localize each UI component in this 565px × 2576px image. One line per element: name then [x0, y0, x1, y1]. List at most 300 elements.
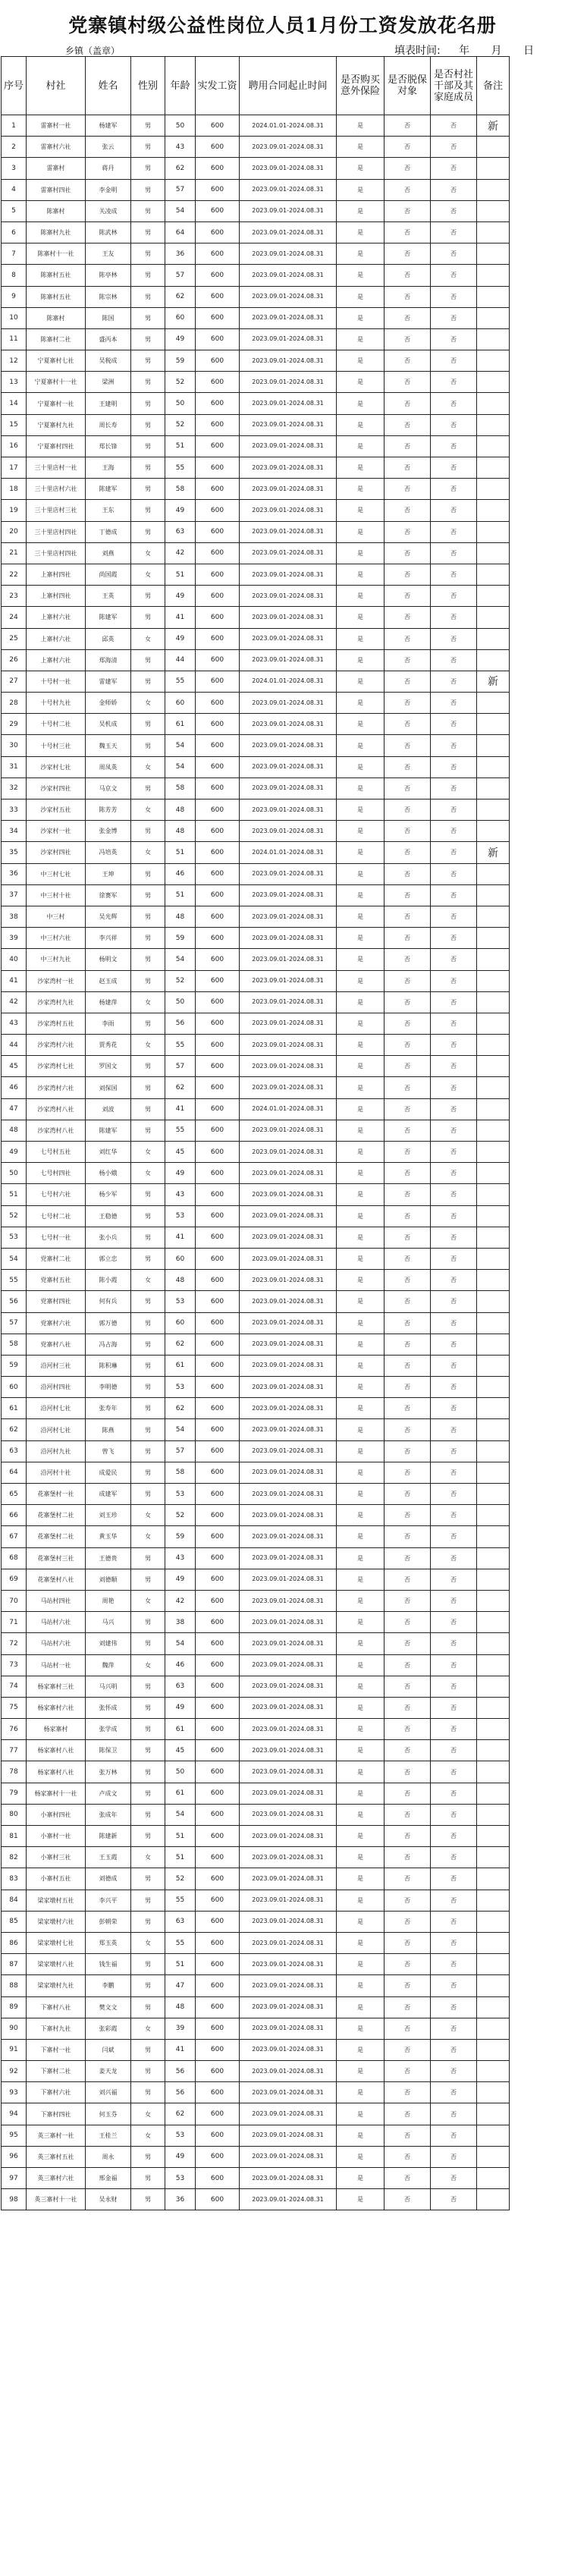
- cadre-cell: 否: [431, 1932, 477, 1953]
- age-cell: 55: [165, 1890, 196, 1911]
- row-number: 89: [2, 1996, 27, 2018]
- row-number: 9: [2, 286, 27, 307]
- cadre-cell: 否: [431, 2061, 477, 2082]
- age-cell: 62: [165, 158, 196, 179]
- name-cell: 杨明文: [86, 949, 131, 970]
- poverty-cell: 否: [385, 479, 431, 500]
- note-cell: [477, 1355, 510, 1376]
- age-cell: 42: [165, 542, 196, 564]
- insured-cell: 是: [337, 158, 385, 179]
- wage-cell: 600: [196, 435, 240, 457]
- age-cell: 61: [165, 714, 196, 735]
- poverty-cell: 否: [385, 1077, 431, 1098]
- gender-cell: 男: [131, 1484, 165, 1505]
- cadre-cell: 否: [431, 521, 477, 542]
- gender-cell: 男: [131, 328, 165, 350]
- poverty-cell: 否: [385, 756, 431, 778]
- note-cell: [477, 1868, 510, 1890]
- contract-period-cell: 2023.09.01-2024.08.31: [240, 350, 337, 372]
- wage-cell: 600: [196, 243, 240, 265]
- poverty-cell: 否: [385, 649, 431, 671]
- cadre-cell: 否: [431, 457, 477, 479]
- name-cell: 曾飞: [86, 1440, 131, 1462]
- row-number: 2: [2, 137, 27, 158]
- poverty-cell: 否: [385, 1120, 431, 1141]
- table-row: [2, 1419, 510, 1440]
- note-cell: [477, 542, 510, 564]
- name-cell: 张彩霞: [86, 2018, 131, 2039]
- table-row: [2, 1847, 510, 1868]
- insured-cell: 是: [337, 1740, 385, 1761]
- insured-cell: 是: [337, 1184, 385, 1205]
- name-cell: 张怀成: [86, 1697, 131, 1718]
- contract-period-cell: 2023.09.01-2024.08.31: [240, 1633, 337, 1654]
- village-cell: 沿河村七社: [27, 1419, 86, 1440]
- gender-cell: 女: [131, 1590, 165, 1611]
- table-row: [2, 179, 510, 200]
- table-row: [2, 1911, 510, 1932]
- table-row: [2, 800, 510, 821]
- note-cell: [477, 2018, 510, 2039]
- age-cell: 54: [165, 1804, 196, 1825]
- cadre-cell: 否: [431, 1484, 477, 1505]
- cadre-cell: 否: [431, 1056, 477, 1077]
- village-cell: 英三寨村六社: [27, 2168, 86, 2189]
- wage-cell: 600: [196, 286, 240, 307]
- contract-period-cell: 2023.09.01-2024.08.31: [240, 393, 337, 414]
- col-header-age: 年龄: [165, 57, 196, 115]
- wage-cell: 600: [196, 1911, 240, 1932]
- cadre-cell: 否: [431, 200, 477, 221]
- name-cell: 杨建萍: [86, 991, 131, 1013]
- insured-cell: 是: [337, 1163, 385, 1184]
- gender-cell: 男: [131, 2061, 165, 2082]
- table-row: [2, 1377, 510, 1398]
- insured-cell: 是: [337, 1975, 385, 1996]
- gender-cell: 男: [131, 1547, 165, 1569]
- cadre-cell: 否: [431, 756, 477, 778]
- cadre-cell: 否: [431, 1719, 477, 1740]
- cadre-cell: 否: [431, 1505, 477, 1526]
- contract-period-cell: 2023.09.01-2024.08.31: [240, 200, 337, 221]
- village-cell: 中三村九社: [27, 949, 86, 970]
- insured-cell: 是: [337, 1697, 385, 1718]
- gender-cell: 女: [131, 1654, 165, 1676]
- table-row: [2, 928, 510, 949]
- contract-period-cell: 2023.09.01-2024.08.31: [240, 991, 337, 1013]
- row-number: 29: [2, 714, 27, 735]
- table-row: [2, 542, 510, 564]
- cadre-cell: 否: [431, 1890, 477, 1911]
- note-cell: [477, 158, 510, 179]
- wage-cell: 600: [196, 1590, 240, 1611]
- poverty-cell: 否: [385, 2082, 431, 2103]
- gender-cell: 男: [131, 1077, 165, 1098]
- note-cell: [477, 778, 510, 799]
- contract-period-cell: 2023.09.01-2024.08.31: [240, 1355, 337, 1376]
- age-cell: 57: [165, 1440, 196, 1462]
- age-cell: 52: [165, 414, 196, 435]
- table-row: [2, 372, 510, 393]
- cadre-cell: 否: [431, 1163, 477, 1184]
- note-cell: [477, 2125, 510, 2146]
- note-cell: [477, 1098, 510, 1120]
- note-cell: [477, 200, 510, 221]
- age-cell: 49: [165, 1569, 196, 1590]
- contract-period-cell: 2023.09.01-2024.08.31: [240, 1440, 337, 1462]
- contract-period-cell: 2023.09.01-2024.08.31: [240, 970, 337, 991]
- wage-cell: 600: [196, 821, 240, 842]
- cadre-cell: 否: [431, 1398, 477, 1419]
- wage-cell: 600: [196, 1484, 240, 1505]
- row-number: 86: [2, 1932, 27, 1953]
- note-cell: [477, 607, 510, 628]
- age-cell: 39: [165, 2018, 196, 2039]
- poverty-cell: 否: [385, 521, 431, 542]
- gender-cell: 男: [131, 1868, 165, 1890]
- insured-cell: 是: [337, 2125, 385, 2146]
- village-cell: 沙家村一社: [27, 821, 86, 842]
- contract-period-cell: 2024.01.01-2024.08.31: [240, 671, 337, 692]
- contract-period-cell: 2023.09.01-2024.08.31: [240, 607, 337, 628]
- insured-cell: 是: [337, 1612, 385, 1633]
- gender-cell: 女: [131, 693, 165, 714]
- wage-cell: 600: [196, 2146, 240, 2167]
- contract-period-cell: 2023.09.01-2024.08.31: [240, 1419, 337, 1440]
- note-cell: [477, 1911, 510, 1932]
- note-cell: [477, 714, 510, 735]
- name-cell: 盛丙本: [86, 328, 131, 350]
- cadre-cell: 否: [431, 1377, 477, 1398]
- row-number: 26: [2, 649, 27, 671]
- insured-cell: 是: [337, 1377, 385, 1398]
- gender-cell: 男: [131, 1440, 165, 1462]
- table-row: [2, 1547, 510, 1569]
- table-row: [2, 2082, 510, 2103]
- poverty-cell: 否: [385, 671, 431, 692]
- village-cell: 沙家湾村五社: [27, 1013, 86, 1034]
- table-row: [2, 1996, 510, 2018]
- age-cell: 59: [165, 1526, 196, 1547]
- name-cell: 刘建伟: [86, 1633, 131, 1654]
- insured-cell: 是: [337, 1334, 385, 1355]
- age-cell: 45: [165, 1740, 196, 1761]
- poverty-cell: 否: [385, 1163, 431, 1184]
- age-cell: 62: [165, 1077, 196, 1098]
- name-cell: 马京文: [86, 778, 131, 799]
- village-cell: 下寨村二社: [27, 2061, 86, 2082]
- contract-period-cell: 2023.09.01-2024.08.31: [240, 479, 337, 500]
- village-cell: 英三寨村一社: [27, 2125, 86, 2146]
- table-row: [2, 607, 510, 628]
- age-cell: 50: [165, 1761, 196, 1783]
- gender-cell: 男: [131, 1954, 165, 1975]
- contract-period-cell: 2023.09.01-2024.08.31: [240, 1719, 337, 1740]
- note-cell: [477, 1932, 510, 1953]
- table-row: [2, 1035, 510, 1056]
- age-cell: 53: [165, 1484, 196, 1505]
- age-cell: 51: [165, 564, 196, 585]
- contract-period-cell: 2023.09.01-2024.08.31: [240, 521, 337, 542]
- cadre-cell: 否: [431, 286, 477, 307]
- poverty-cell: 否: [385, 1440, 431, 1462]
- poverty-cell: 否: [385, 1569, 431, 1590]
- fill-date-month: 月: [491, 45, 502, 57]
- roster-table: [1, 56, 510, 2210]
- village-cell: 上寨村六社: [27, 628, 86, 649]
- cadre-cell: 否: [431, 350, 477, 372]
- insured-cell: 是: [337, 970, 385, 991]
- contract-period-cell: 2023.09.01-2024.08.31: [240, 1868, 337, 1890]
- age-cell: 48: [165, 800, 196, 821]
- insured-cell: 是: [337, 393, 385, 414]
- note-cell: [477, 2168, 510, 2189]
- name-cell: 李雨: [86, 1013, 131, 1034]
- gender-cell: 女: [131, 2125, 165, 2146]
- contract-period-cell: 2023.09.01-2024.08.31: [240, 1484, 337, 1505]
- poverty-cell: 否: [385, 863, 431, 884]
- name-cell: 成建军: [86, 1484, 131, 1505]
- row-number: 91: [2, 2039, 27, 2060]
- poverty-cell: 否: [385, 1590, 431, 1611]
- age-cell: 43: [165, 137, 196, 158]
- name-cell: 王英: [86, 586, 131, 607]
- wage-cell: 600: [196, 607, 240, 628]
- village-cell: 沿河村九社: [27, 1440, 86, 1462]
- village-cell: 党寨村六社: [27, 1312, 86, 1334]
- note-cell: [477, 2103, 510, 2125]
- col-header-cadre: 是否村社干部及其家庭成员: [431, 57, 477, 115]
- contract-period-cell: 2023.09.01-2024.08.31: [240, 564, 337, 585]
- gender-cell: 男: [131, 1419, 165, 1440]
- name-cell: 马兴: [86, 1612, 131, 1633]
- cadre-cell: 否: [431, 1911, 477, 1932]
- gender-cell: 男: [131, 1804, 165, 1825]
- contract-period-cell: 2023.09.01-2024.08.31: [240, 414, 337, 435]
- insured-cell: 是: [337, 328, 385, 350]
- insured-cell: 是: [337, 949, 385, 970]
- contract-period-cell: 2023.09.01-2024.08.31: [240, 1398, 337, 1419]
- row-number: 32: [2, 778, 27, 799]
- wage-cell: 600: [196, 884, 240, 906]
- insured-cell: 是: [337, 1868, 385, 1890]
- name-cell: 张小兵: [86, 1227, 131, 1248]
- poverty-cell: 否: [385, 928, 431, 949]
- insured-cell: 是: [337, 2018, 385, 2039]
- table-row: [2, 2146, 510, 2167]
- note-cell: [477, 2039, 510, 2060]
- cadre-cell: 否: [431, 414, 477, 435]
- gender-cell: 男: [131, 1334, 165, 1355]
- contract-period-cell: 2023.09.01-2024.08.31: [240, 1932, 337, 1953]
- gender-cell: 男: [131, 200, 165, 221]
- note-cell: [477, 1163, 510, 1184]
- note-cell: [477, 2061, 510, 2082]
- wage-cell: 600: [196, 1826, 240, 1847]
- contract-period-cell: 2023.09.01-2024.08.31: [240, 2082, 337, 2103]
- table-row: [2, 307, 510, 328]
- note-cell: [477, 1312, 510, 1334]
- contract-period-cell: 2023.09.01-2024.08.31: [240, 1697, 337, 1718]
- village-cell: 宁夏寨村一社: [27, 393, 86, 414]
- age-cell: 47: [165, 1975, 196, 1996]
- age-cell: 56: [165, 2082, 196, 2103]
- name-cell: 李鹏: [86, 1975, 131, 1996]
- table-row: [2, 778, 510, 799]
- insured-cell: 是: [337, 372, 385, 393]
- poverty-cell: 否: [385, 714, 431, 735]
- table-row: [2, 564, 510, 585]
- poverty-cell: 否: [385, 991, 431, 1013]
- contract-period-cell: 2023.09.01-2024.08.31: [240, 1334, 337, 1355]
- table-row: [2, 1484, 510, 1505]
- contract-period-cell: 2023.09.01-2024.08.31: [240, 1205, 337, 1227]
- note-cell: [477, 1505, 510, 1526]
- gender-cell: 女: [131, 1526, 165, 1547]
- cadre-cell: 否: [431, 137, 477, 158]
- contract-period-cell: 2023.09.01-2024.08.31: [240, 542, 337, 564]
- village-cell: 雷寨村一社: [27, 115, 86, 137]
- poverty-cell: 否: [385, 1761, 431, 1783]
- contract-period-cell: 2023.09.01-2024.08.31: [240, 586, 337, 607]
- fill-date-year: 年: [459, 45, 470, 57]
- insured-cell: 是: [337, 842, 385, 863]
- note-cell: [477, 564, 510, 585]
- note-cell: [477, 500, 510, 521]
- row-number: 34: [2, 821, 27, 842]
- cadre-cell: 否: [431, 307, 477, 328]
- age-cell: 48: [165, 906, 196, 927]
- poverty-cell: 否: [385, 1612, 431, 1633]
- table-row: [2, 2039, 510, 2060]
- age-cell: 51: [165, 1954, 196, 1975]
- village-cell: 七号村四社: [27, 1163, 86, 1184]
- cadre-cell: 否: [431, 2082, 477, 2103]
- wage-cell: 600: [196, 928, 240, 949]
- wage-cell: 600: [196, 1697, 240, 1718]
- poverty-cell: 否: [385, 1312, 431, 1334]
- name-cell: 徐赛军: [86, 884, 131, 906]
- name-cell: 王德贵: [86, 1547, 131, 1569]
- table-row: [2, 2125, 510, 2146]
- wage-cell: 600: [196, 2189, 240, 2210]
- village-cell: 沙家湾村八社: [27, 1098, 86, 1120]
- wage-cell: 600: [196, 1505, 240, 1526]
- age-cell: 48: [165, 1996, 196, 2018]
- age-cell: 56: [165, 1013, 196, 1034]
- wage-cell: 600: [196, 2039, 240, 2060]
- note-cell: [477, 1419, 510, 1440]
- wage-cell: 600: [196, 970, 240, 991]
- cadre-cell: 否: [431, 1868, 477, 1890]
- row-number: 12: [2, 350, 27, 372]
- cadre-cell: 否: [431, 1142, 477, 1163]
- poverty-cell: 否: [385, 2125, 431, 2146]
- contract-period-cell: 2023.09.01-2024.08.31: [240, 1377, 337, 1398]
- insured-cell: 是: [337, 1142, 385, 1163]
- village-cell: 陈寨村: [27, 200, 86, 221]
- table-row: [2, 393, 510, 414]
- gender-cell: 女: [131, 991, 165, 1013]
- note-cell: [477, 1847, 510, 1868]
- table-row: [2, 1761, 510, 1783]
- name-cell: 彭朝荣: [86, 1911, 131, 1932]
- village-cell: 马站村六社: [27, 1612, 86, 1633]
- gender-cell: 女: [131, 842, 165, 863]
- gender-cell: 男: [131, 1996, 165, 2018]
- note-cell: [477, 1248, 510, 1269]
- village-cell: 陈寨村二社: [27, 328, 86, 350]
- name-cell: 金师娇: [86, 693, 131, 714]
- cadre-cell: 否: [431, 1205, 477, 1227]
- gender-cell: 男: [131, 1975, 165, 1996]
- table-row: [2, 137, 510, 158]
- name-cell: 王海: [86, 457, 131, 479]
- insured-cell: 是: [337, 1035, 385, 1056]
- village-cell: 小寨村五社: [27, 1868, 86, 1890]
- gender-cell: 男: [131, 1826, 165, 1847]
- village-cell: 宁夏寨村九社: [27, 414, 86, 435]
- poverty-cell: 否: [385, 137, 431, 158]
- age-cell: 36: [165, 243, 196, 265]
- note-cell: [477, 1484, 510, 1505]
- age-cell: 49: [165, 586, 196, 607]
- table-row: [2, 1056, 510, 1077]
- cadre-cell: 否: [431, 1590, 477, 1611]
- contract-period-cell: 2023.09.01-2024.08.31: [240, 1227, 337, 1248]
- poverty-cell: 否: [385, 1484, 431, 1505]
- table-row: [2, 1526, 510, 1547]
- row-number: 11: [2, 328, 27, 350]
- table-row: [2, 115, 510, 137]
- row-number: 69: [2, 1569, 27, 1590]
- wage-cell: 600: [196, 1783, 240, 1804]
- table-row: [2, 1719, 510, 1740]
- insured-cell: 是: [337, 1227, 385, 1248]
- insured-cell: 是: [337, 1654, 385, 1676]
- village-cell: 下寨村六社: [27, 2082, 86, 2103]
- row-number: 13: [2, 372, 27, 393]
- table-row: [2, 1398, 510, 1419]
- name-cell: 丁德成: [86, 521, 131, 542]
- contract-period-cell: 2023.09.01-2024.08.31: [240, 1590, 337, 1611]
- wage-cell: 600: [196, 1184, 240, 1205]
- gender-cell: 女: [131, 542, 165, 564]
- contract-period-cell: 2023.09.01-2024.08.31: [240, 179, 337, 200]
- poverty-cell: 否: [385, 1227, 431, 1248]
- wage-cell: 600: [196, 1291, 240, 1312]
- age-cell: 41: [165, 607, 196, 628]
- poverty-cell: 否: [385, 586, 431, 607]
- row-number: 49: [2, 1142, 27, 1163]
- insured-cell: 是: [337, 1954, 385, 1975]
- wage-cell: 600: [196, 1740, 240, 1761]
- gender-cell: 男: [131, 1013, 165, 1034]
- table-row: [2, 350, 510, 372]
- table-row: [2, 884, 510, 906]
- note-cell: 新: [477, 671, 510, 692]
- wage-cell: 600: [196, 2168, 240, 2189]
- row-number: 58: [2, 1334, 27, 1355]
- name-cell: 郑海清: [86, 649, 131, 671]
- poverty-cell: 否: [385, 628, 431, 649]
- age-cell: 49: [165, 1163, 196, 1184]
- wage-cell: 600: [196, 906, 240, 927]
- age-cell: 54: [165, 1633, 196, 1654]
- cadre-cell: 否: [431, 906, 477, 927]
- age-cell: 58: [165, 479, 196, 500]
- poverty-cell: 否: [385, 800, 431, 821]
